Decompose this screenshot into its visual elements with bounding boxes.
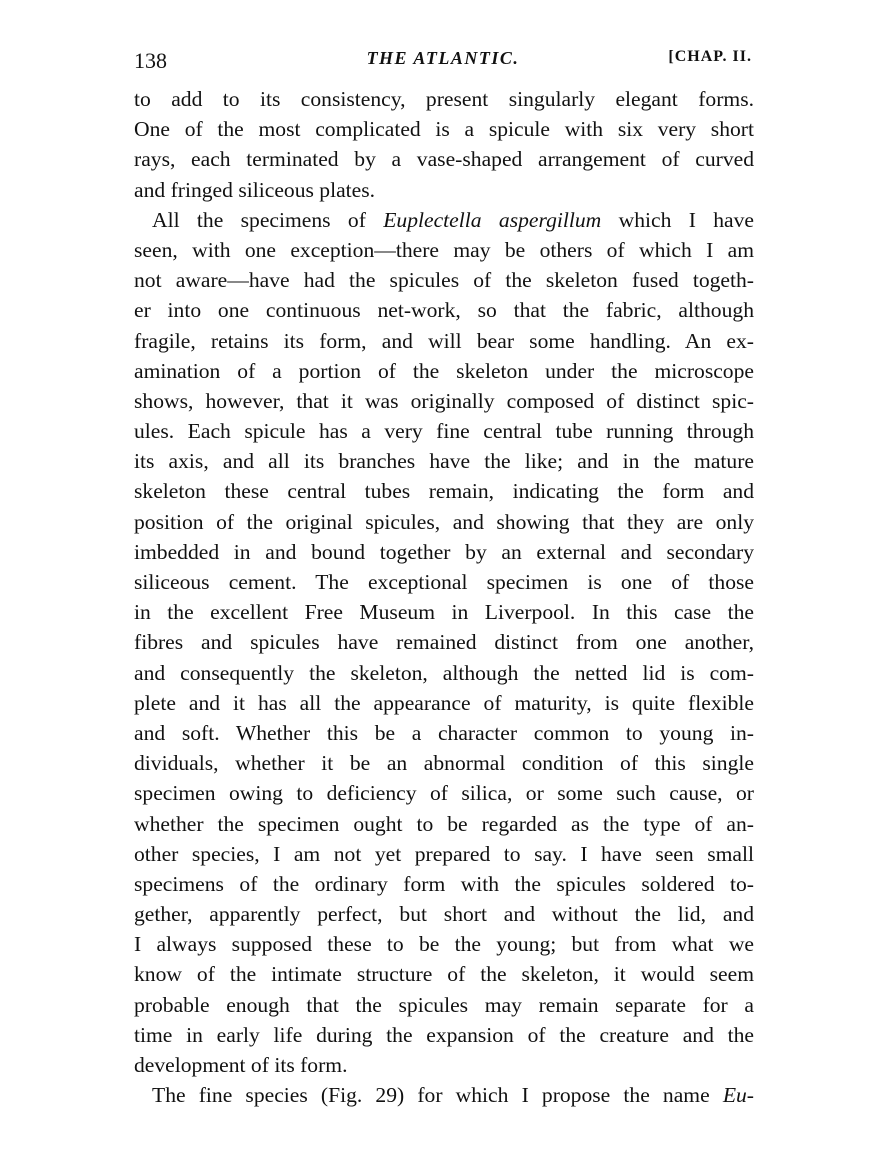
text-line: not aware—have had the spicules of the skeleton fused togeth-: [134, 268, 754, 293]
text-line: seen, with one exception—there may be others of which I am: [134, 237, 754, 262]
text-line: time in early life during the expansion of the creature and the: [134, 1022, 754, 1047]
page-header: [134, 48, 752, 82]
text-line: know of the intimate structure of the skeleton, it would seem: [134, 962, 754, 987]
text-line: One of the most complicated is a spicule with six very short: [134, 117, 754, 142]
text-line: shows, however, that it was originally composed of distinct spic-: [134, 388, 754, 413]
text-line: gether, apparently perfect, but short and without the lid, and: [134, 902, 754, 927]
text-line: its axis, and all its branches have the like; and in the mature: [134, 449, 754, 474]
text-line: er into one continuous net-work, so that the fabric, although: [134, 298, 754, 323]
running-title: THE ATLANTIC.: [366, 48, 520, 68]
text-line: ules. Each spicule has a very fine central tube running through: [134, 419, 754, 444]
text-line: siliceous cement. The exceptional specimen is one of those: [134, 570, 754, 594]
text-line: development of its form.: [134, 1053, 348, 1077]
text-line: rays, each terminated by a vase-shaped arrangement of curved: [134, 147, 754, 172]
text-line: probable enough that the spicules may remain separate for a: [134, 992, 754, 1017]
text-line: specimens of the ordinary form with the spicules soldered to-: [134, 871, 754, 896]
text-line: and consequently the skeleton, although the netted lid is com-: [134, 660, 754, 685]
text-line: whether the specimen ought to be regarded as the type of an-: [134, 811, 754, 836]
text-line: I always supposed these to be the young; but from what we: [134, 932, 754, 957]
text-line: imbedded in and bound together by an external and secondary: [134, 539, 754, 564]
text-line: specimen owing to deficiency of silica, or some such cause, or: [134, 781, 754, 806]
text-line: in the excellent Free Museum in Liverpool. In this case the: [134, 600, 754, 625]
text-line: plete and it has all the appearance of maturity, is quite flexible: [134, 690, 754, 715]
page-number: 138: [134, 48, 167, 73]
text-line: fibres and spicules have remained distinct from one another,: [134, 630, 754, 655]
body-text: [134, 84, 754, 1110]
italic-term: Eu-: [722, 1083, 754, 1108]
text-line: All the specimens of Euplectella aspergillum which I have: [152, 207, 754, 232]
text-line: and fringed siliceous plates.: [134, 177, 376, 202]
text-line: The fine species (Fig. 29) for which I propose the name Eu-: [152, 1083, 754, 1108]
text-line: amination of a portion of the skeleton under the microscope: [134, 358, 754, 383]
text-line: skeleton these central tubes remain, indicating the form and: [134, 479, 754, 504]
text-line: and soft. Whether this be a character common to young in-: [134, 720, 754, 745]
italic-term: Euplectella aspergillum: [383, 207, 602, 232]
chapter-label: [CHAP. II.: [668, 48, 752, 65]
text-line: other species, I am not yet prepared to say. I have seen small: [134, 841, 754, 866]
text-line: fragile, retains its form, and will bear some handling. An ex-: [134, 328, 754, 353]
text-line: to add to its consistency, present singularly elegant forms.: [134, 87, 754, 111]
text-line: dividuals, whether it be an abnormal condition of this single: [134, 751, 754, 776]
text-line: position of the original spicules, and showing that they are only: [134, 509, 754, 534]
